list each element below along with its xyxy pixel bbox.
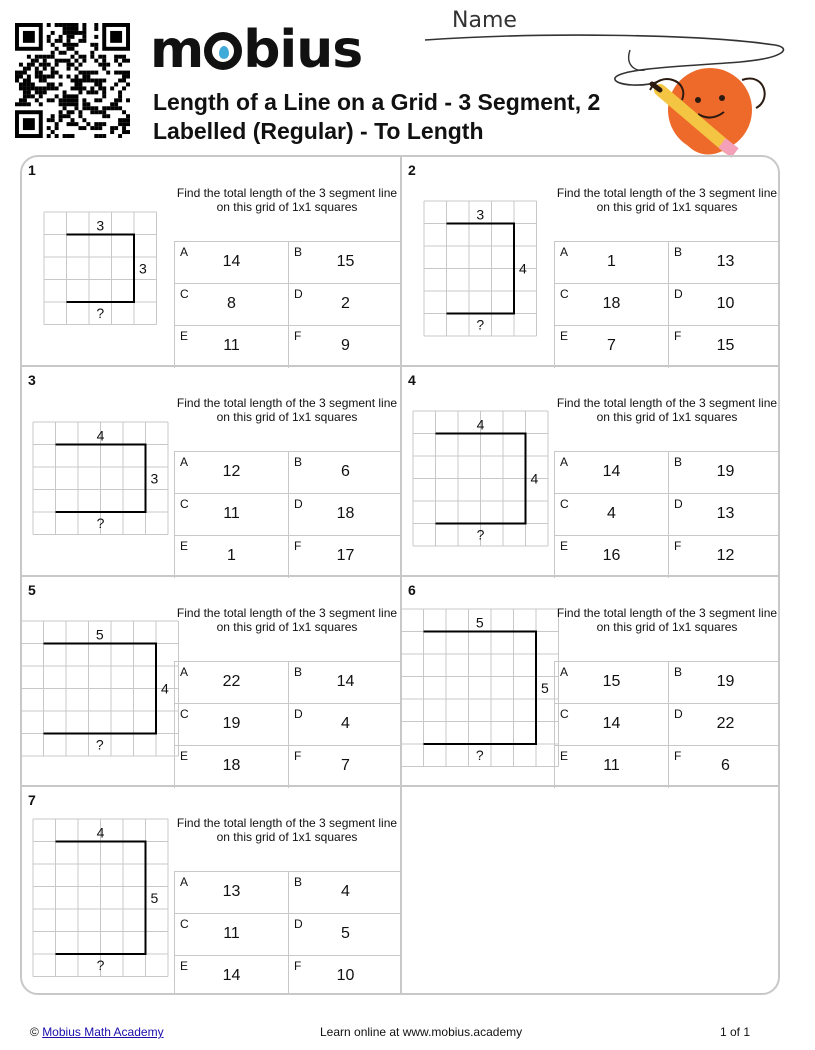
answer-option[interactable] xyxy=(288,452,402,494)
option-letter: E xyxy=(180,539,189,553)
option-value: 14 xyxy=(336,673,355,690)
option-value: 22 xyxy=(222,673,241,690)
unknown-length-label: ? xyxy=(476,747,484,764)
segment-line xyxy=(66,234,134,302)
footer-page-number: 1 of 1 xyxy=(720,1025,751,1039)
option-letter: E xyxy=(560,539,569,553)
question-card xyxy=(402,367,780,577)
answer-option[interactable] xyxy=(174,956,288,995)
top-length-label: 4 xyxy=(476,416,484,432)
answer-options xyxy=(174,451,402,577)
option-value: 13 xyxy=(222,883,241,900)
option-value: 2 xyxy=(341,295,350,312)
answer-option[interactable] xyxy=(554,704,668,746)
answer-option[interactable] xyxy=(554,494,668,536)
option-value: 18 xyxy=(222,757,241,774)
side-length-label: 3 xyxy=(138,260,147,276)
option-value: 18 xyxy=(336,505,355,522)
answer-option[interactable] xyxy=(174,704,288,746)
qr-code-icon xyxy=(15,23,130,138)
option-value: 4 xyxy=(607,505,616,522)
top-length-label: 4 xyxy=(96,427,104,444)
option-value: 12 xyxy=(222,463,241,480)
question-card xyxy=(402,577,780,787)
answer-option[interactable] xyxy=(174,326,288,368)
answer-options xyxy=(554,241,780,367)
option-value: 1 xyxy=(227,547,236,564)
option-letter: F xyxy=(294,959,302,973)
answer-options xyxy=(174,871,402,995)
option-letter: B xyxy=(674,455,683,469)
option-value: 1 xyxy=(607,253,616,270)
name-label: Name xyxy=(452,8,517,33)
unknown-length-label: ? xyxy=(96,304,104,321)
option-letter: A xyxy=(180,245,189,259)
answer-option[interactable] xyxy=(174,452,288,494)
answer-option[interactable] xyxy=(288,662,402,704)
copyright-symbol: © xyxy=(30,1025,39,1039)
option-value: 11 xyxy=(603,757,620,774)
mobius-academy-link[interactable]: Mobius Math Academy xyxy=(42,1025,164,1039)
footer-copyright xyxy=(30,1025,164,1039)
answer-option[interactable] xyxy=(554,452,668,494)
line-grid xyxy=(32,421,197,536)
side-length-label: 5 xyxy=(150,890,158,906)
option-letter: A xyxy=(180,665,189,679)
option-value: 14 xyxy=(222,967,241,984)
option-letter: D xyxy=(674,287,683,301)
answer-option[interactable] xyxy=(288,284,402,326)
question-prompt: Find the total length of the 3 segment line on this grid of 1x1 squares xyxy=(176,186,398,214)
answer-option[interactable] xyxy=(668,704,780,746)
unknown-length-label: ? xyxy=(476,526,484,542)
answer-option[interactable] xyxy=(288,326,402,368)
answer-option[interactable] xyxy=(554,326,668,368)
question-number: 5 xyxy=(28,582,36,598)
option-letter: C xyxy=(180,707,189,721)
option-letter: C xyxy=(180,287,189,301)
option-value: 19 xyxy=(716,463,735,480)
option-value: 14 xyxy=(222,253,241,270)
option-letter: D xyxy=(674,707,683,721)
option-letter: B xyxy=(294,875,303,889)
answer-option[interactable] xyxy=(668,452,780,494)
option-value: 17 xyxy=(336,547,355,564)
option-value: 15 xyxy=(602,673,621,690)
option-letter: F xyxy=(294,749,302,763)
option-value: 5 xyxy=(341,925,350,942)
side-length-label: 5 xyxy=(541,680,550,696)
option-letter: D xyxy=(294,707,303,721)
option-letter: F xyxy=(674,749,682,763)
option-letter: E xyxy=(560,749,569,763)
segment-line xyxy=(424,632,537,745)
option-letter: B xyxy=(294,455,303,469)
answer-option[interactable] xyxy=(174,284,288,326)
question-prompt: Find the total length of the 3 segment line on this grid of 1x1 squares xyxy=(556,396,778,424)
side-length-label: 4 xyxy=(518,260,527,276)
top-length-label: 4 xyxy=(96,824,104,841)
answer-option[interactable] xyxy=(288,494,402,536)
option-letter: C xyxy=(560,497,569,511)
answer-option[interactable] xyxy=(554,746,668,788)
answer-option[interactable] xyxy=(668,284,780,326)
option-letter: F xyxy=(294,539,302,553)
option-value: 9 xyxy=(341,337,350,354)
answer-option[interactable] xyxy=(288,704,402,746)
option-letter: C xyxy=(180,497,189,511)
question-prompt: Find the total length of the 3 segment line on this grid of 1x1 squares xyxy=(176,816,398,844)
question-prompt: Find the total length of the 3 segment line on this grid of 1x1 squares xyxy=(176,606,398,634)
question-card xyxy=(22,367,402,577)
answer-option[interactable] xyxy=(288,536,402,578)
option-value: 13 xyxy=(716,505,735,522)
footer-learn-online: Learn online at www.mobius.academy xyxy=(320,1025,523,1039)
answer-option[interactable] xyxy=(288,242,402,284)
unknown-length-label: ? xyxy=(476,316,484,332)
answer-option[interactable] xyxy=(288,872,402,914)
answer-option[interactable] xyxy=(668,536,780,578)
unknown-length-label: ? xyxy=(96,514,104,531)
answer-option[interactable] xyxy=(668,242,780,284)
answer-option[interactable] xyxy=(554,536,668,578)
answer-options xyxy=(174,241,402,367)
option-value: 11 xyxy=(223,925,240,942)
option-letter: C xyxy=(560,287,569,301)
option-letter: A xyxy=(560,665,569,679)
option-value: 14 xyxy=(602,715,621,732)
answer-options xyxy=(174,661,402,787)
option-value: 14 xyxy=(602,463,621,480)
option-letter: A xyxy=(180,455,189,469)
option-letter: F xyxy=(294,329,302,343)
question-number: 1 xyxy=(28,162,36,178)
answer-option[interactable] xyxy=(554,284,668,326)
option-value: 7 xyxy=(607,337,616,354)
answer-option[interactable] xyxy=(668,494,780,536)
top-length-label: 3 xyxy=(476,206,484,222)
answer-option[interactable] xyxy=(174,242,288,284)
option-value: 4 xyxy=(341,715,350,732)
option-letter: D xyxy=(294,287,303,301)
question-prompt: Find the total length of the 3 segment line on this grid of 1x1 squares xyxy=(176,396,398,424)
question-number: 4 xyxy=(408,372,416,388)
option-value: 18 xyxy=(602,295,621,312)
top-length-label: 5 xyxy=(476,614,484,631)
option-value: 15 xyxy=(336,253,355,270)
option-letter: D xyxy=(294,917,303,931)
question-card xyxy=(22,577,402,787)
side-length-label: 3 xyxy=(150,470,158,486)
answer-options xyxy=(554,661,780,787)
option-value: 8 xyxy=(227,295,236,312)
side-length-label: 4 xyxy=(530,470,538,486)
answer-options xyxy=(554,451,780,577)
option-value: 19 xyxy=(716,673,735,690)
option-value: 16 xyxy=(602,547,621,564)
option-letter: C xyxy=(180,917,189,931)
question-number: 3 xyxy=(28,372,36,388)
unknown-length-label: ? xyxy=(96,957,104,974)
option-letter: E xyxy=(560,329,569,343)
questions-sheet xyxy=(20,155,780,995)
question-prompt: Find the total length of the 3 segment line on this grid of 1x1 squares xyxy=(556,186,778,214)
line-grid xyxy=(423,200,569,337)
answer-option[interactable] xyxy=(174,914,288,956)
question-card xyxy=(22,787,402,995)
option-value: 6 xyxy=(721,757,730,774)
answer-option[interactable] xyxy=(174,536,288,578)
answer-option[interactable] xyxy=(288,914,402,956)
option-letter: B xyxy=(674,245,683,259)
answer-option[interactable] xyxy=(668,746,780,788)
mobius-logo: m bius xyxy=(150,20,363,80)
option-letter: C xyxy=(560,707,569,721)
option-value: 13 xyxy=(716,253,735,270)
line-grid xyxy=(43,211,189,326)
option-value: 7 xyxy=(341,757,350,774)
question-number: 6 xyxy=(408,582,416,598)
option-letter: A xyxy=(180,875,189,889)
unknown-length-label: ? xyxy=(96,736,104,752)
option-letter: F xyxy=(674,539,682,553)
option-value: 6 xyxy=(341,463,350,480)
answer-option[interactable] xyxy=(288,746,402,788)
option-value: 11 xyxy=(223,505,240,522)
answer-option[interactable] xyxy=(554,662,668,704)
top-length-label: 3 xyxy=(96,217,104,234)
option-letter: B xyxy=(674,665,683,679)
answer-option[interactable] xyxy=(668,662,780,704)
option-letter: B xyxy=(294,245,303,259)
option-letter: B xyxy=(294,665,303,679)
answer-option[interactable] xyxy=(174,872,288,914)
option-value: 10 xyxy=(336,967,355,984)
option-value: 19 xyxy=(222,715,241,732)
option-letter: E xyxy=(180,749,189,763)
answer-option[interactable] xyxy=(174,746,288,788)
line-grid xyxy=(412,410,577,547)
option-letter: E xyxy=(180,329,189,343)
answer-option[interactable] xyxy=(174,662,288,704)
mascot-illustration xyxy=(420,10,800,160)
option-letter: D xyxy=(674,497,683,511)
option-value: 22 xyxy=(716,715,735,732)
option-value: 10 xyxy=(716,295,735,312)
option-value: 4 xyxy=(341,883,350,900)
option-letter: A xyxy=(560,455,569,469)
question-card xyxy=(22,157,402,367)
answer-option[interactable] xyxy=(174,494,288,536)
top-length-label: 5 xyxy=(96,626,104,642)
option-letter: D xyxy=(294,497,303,511)
side-length-label: 4 xyxy=(161,680,170,696)
option-value: 11 xyxy=(223,337,240,354)
worksheet-title: Length of a Line on a Grid - 3 Segment, 2 Labelled (Regular) - To Length xyxy=(153,89,601,144)
answer-option[interactable] xyxy=(554,242,668,284)
option-letter: A xyxy=(560,245,569,259)
option-value: 15 xyxy=(716,337,735,354)
question-number: 2 xyxy=(408,162,416,178)
answer-option[interactable] xyxy=(288,956,402,995)
option-value: 12 xyxy=(716,547,735,564)
question-prompt: Find the total length of the 3 segment line on this grid of 1x1 squares xyxy=(556,606,778,634)
option-letter: F xyxy=(674,329,682,343)
answer-option[interactable] xyxy=(668,326,780,368)
option-letter: E xyxy=(180,959,189,973)
question-number: 7 xyxy=(28,792,36,808)
question-card xyxy=(402,157,780,367)
